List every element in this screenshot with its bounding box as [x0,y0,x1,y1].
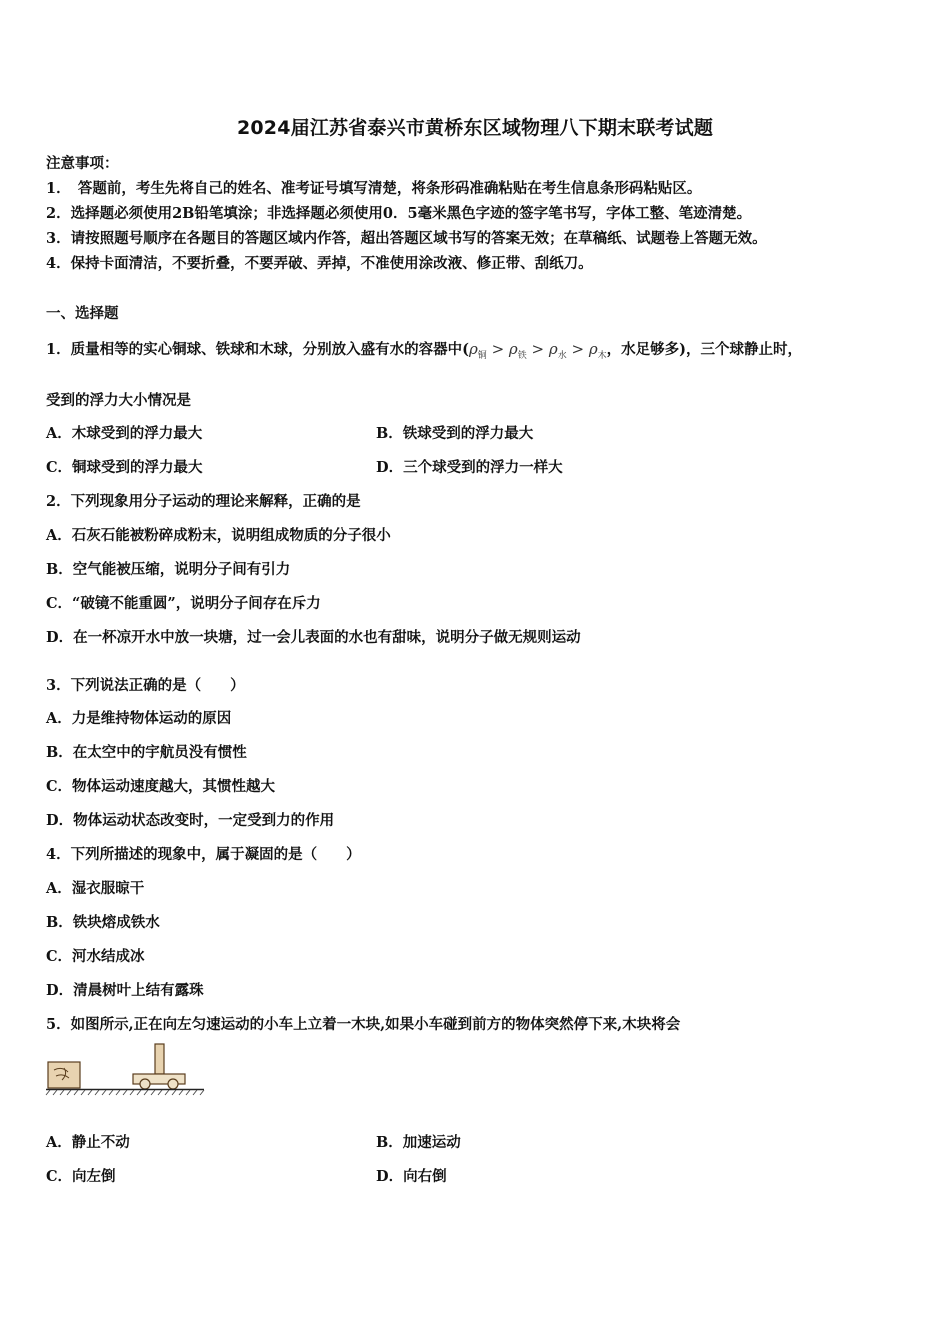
q1-stem-part-b: ，水足够多)，三个球静止时， [606,341,803,358]
q1-stem-line1 [46,338,802,361]
q1-option-a: A．木球受到的浮力最大 [46,425,203,442]
ground-hatching [46,1090,204,1095]
notice-item-1: 1． 答题前，考生先将自己的姓名、准考证号填写清楚，将条形码准确粘贴在考生信息条形码粘贴区。 [46,180,702,197]
q1-stem-line2: 受到的浮力大小情况是 [46,392,191,409]
q5-option-c: C．向左倒 [46,1168,116,1185]
q4-option-a: A．湿衣服晾干 [46,880,145,897]
q5-stem: 5．如图所示,正在向左匀速运动的小车上立着一木块,如果小车碰到前方的物体突然停下来,木块将会 [46,1016,681,1033]
notice-item-4: 4．保持卡面清洁，不要折叠，不要弄破、弄掉，不准使用涂改液、修正带、刮纸刀。 [46,255,593,272]
cart-wheel-left [140,1079,150,1089]
notice-item-3: 3．请按照题号顺序在各题目的答题区域内作答，超出答题区域书写的答案无效；在草稿纸、试题卷上答题无效。 [46,230,767,247]
q5-option-d: D．向右倒 [376,1168,447,1185]
density-formula: $\rho_铜 > \rho_铁 > \rho_水 > \rho_木$ [468,340,607,361]
q4-option-b: B．铁块熔成铁水 [46,914,160,931]
section-heading-choice: 一、选择题 [46,305,119,322]
q2-option-a: A．石灰石能被粉碎成粉末，说明组成物质的分子很小 [46,527,391,544]
notice-heading: 注意事项： [46,155,119,172]
q1-option-c: C．铜球受到的浮力最大 [46,459,203,476]
q2-option-c: C．“破镜不能重圆”，说明分子间存在斥力 [46,595,321,612]
cart-wheel-right [168,1079,178,1089]
exam-title: 2024届江苏省泰兴市黄桥东区域物理八下期末联考试题 [236,117,714,139]
q1-stem-part-a: 1．质量相等的实心铜球、铁球和木球，分别放入盛有水的容器中( [46,341,469,358]
q2-option-d: D．在一杯凉开水中放一块塘，过一会儿表面的水也有甜味，说明分子做无规则运动 [46,629,581,646]
q1-option-b: B．铁球受到的浮力最大 [376,425,534,442]
q4-option-d: D．清晨树叶上结有露珠 [46,982,204,999]
q4-option-c: C．河水结成冰 [46,948,145,965]
cart-diagram [44,1040,209,1096]
q3-option-c: C．物体运动速度越大，其惯性越大 [46,778,276,795]
q3-option-b: B．在太空中的宇航员没有惯性 [46,744,247,761]
q3-stem: 3．下列说法正确的是（ ） [46,677,245,694]
q5-option-a: A．静止不动 [46,1134,130,1151]
q2-option-b: B．空气能被压缩，说明分子间有引力 [46,561,291,578]
q3-option-a: A．力是维持物体运动的原因 [46,710,232,727]
q4-stem: 4．下列所描述的现象中，属于凝固的是（ ） [46,846,361,863]
cart-block-figure [44,1040,209,1100]
q2-stem: 2．下列现象用分子运动的理论来解释，正确的是 [46,493,361,510]
upright-wood-block [155,1044,164,1074]
q1-option-d: D．三个球受到的浮力一样大 [376,459,563,476]
q3-option-d: D．物体运动状态改变时，一定受到力的作用 [46,812,335,829]
notice-item-2: 2．选择题必须使用2B铅笔填涂；非选择题必须使用0．5毫米黑色字迹的签字笔书写，字体工整、笔迹清楚。 [46,205,752,222]
q5-option-b: B．加速运动 [376,1134,461,1151]
